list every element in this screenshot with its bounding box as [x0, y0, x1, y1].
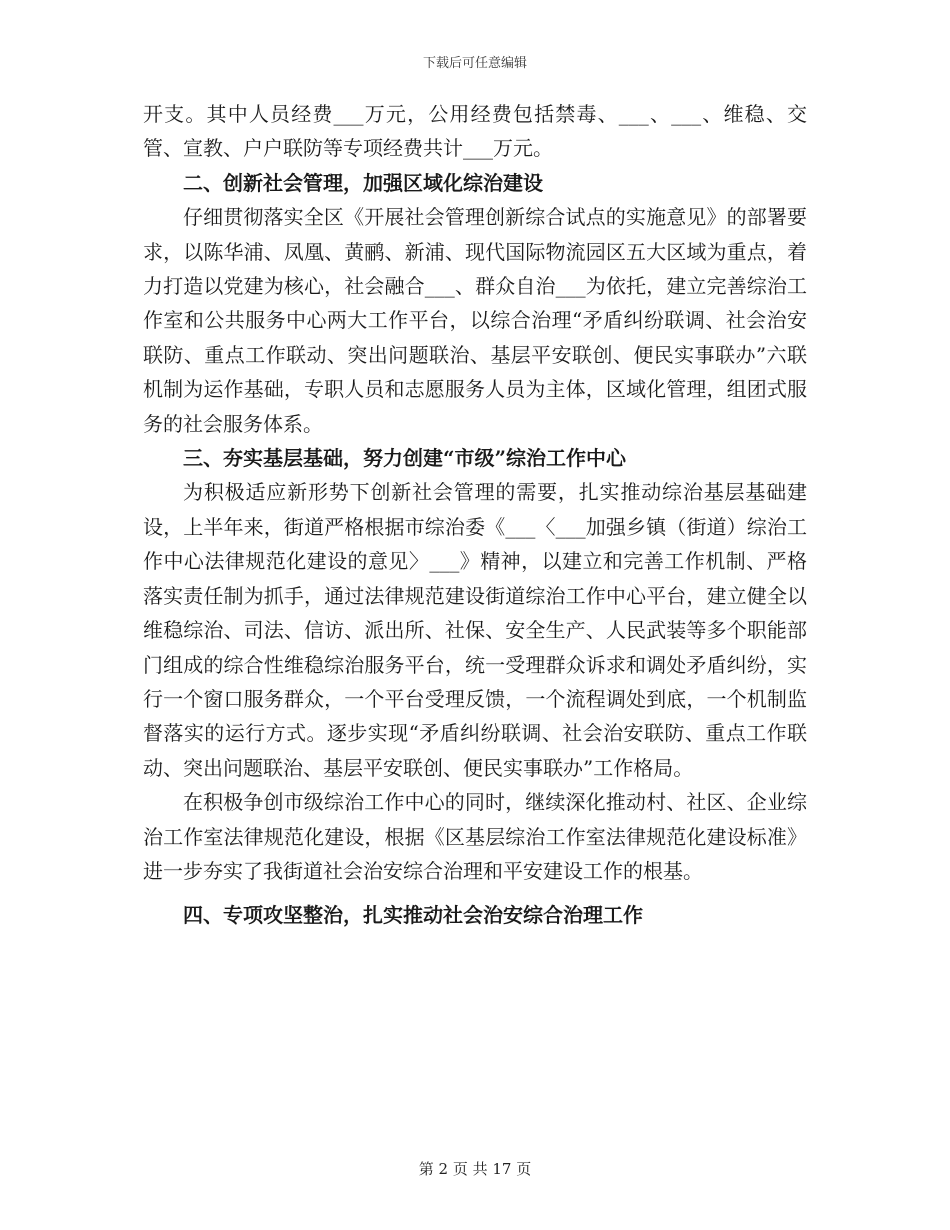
- section-heading-4: 四、专项攻坚整治，扎实推动社会治安综合治理工作: [183, 903, 643, 928]
- paragraph-section-3-b: 在积极争创市级综治工作中心的同时，继续深化推动村、社区、企业综治工作室法律规范化建设，根据《区基层综治工作室法律规范化建设标准》进一步夯实了我街道社会治安综合治理和平安建设工作的根基。: [143, 790, 807, 883]
- section-heading-2: 二、创新社会管理，加强区域化综治建设: [183, 170, 543, 195]
- paragraph-section-2: 仔细贯彻落实全区《开展社会管理创新综合试点的实施意见》的部署要求，以陈华浦、凤凰、黄鹂、新浦、现代国际物流园区五大区域为重点，着力打造以党建为核心，社会融合___、群众自治___为依托，建立完善综治工作室和公共服务中心两大工作平台，以综合治理“矛盾纠纷联调、社会治安联防、重点工作联动、突出问题联治、基层平安联创、便民实事联办”六联机制为运作基础，专职人员和志愿服务人员为主体，区域化管理，组团式服务的社会服务体系。: [143, 205, 807, 436]
- section-heading-3: 三、夯实基层基础，努力创建“市级”综治工作中心: [183, 446, 627, 471]
- page-header-note: 下载后可任意编辑: [422, 56, 527, 71]
- paragraph-continuation: 开支。其中人员经费___万元，公用经费包括禁毒、___、___、维稳、交管、宣教、户户联防等专项经费共计___万元。: [143, 102, 807, 161]
- paragraph-section-3-a: 为积极适应新形势下创新社会管理的需要，扎实推动综治基层基础建设，上半年来，街道严格根据市综治委《___〈___加强乡镇（街道）综治工作中心法律规范化建设的意见〉___》精神，以建立和完善工作机制、严格落实责任制为抓手，通过法律规范建设街道综治工作中心平台，建立健全以维稳综治、司法、信访、派出所、社保、安全生产、人民武装等多个职能部门组成的综合性维稳综治服务平台，统一受理群众诉求和调处矛盾纠纷，实行一个窗口服务群众，一个平台受理反馈，一个流程调处到底，一个机制监督落实的运行方式。逐步实现“矛盾纠纷联调、社会治安联防、重点工作联动、突出问题联治、基层平安联创、便民实事联办”工作格局。: [143, 480, 807, 780]
- paragraph-gap: [143, 888, 807, 898]
- page-footer-number: 第 2 页 共 17 页: [418, 1160, 532, 1178]
- document-body: [143, 97, 807, 933]
